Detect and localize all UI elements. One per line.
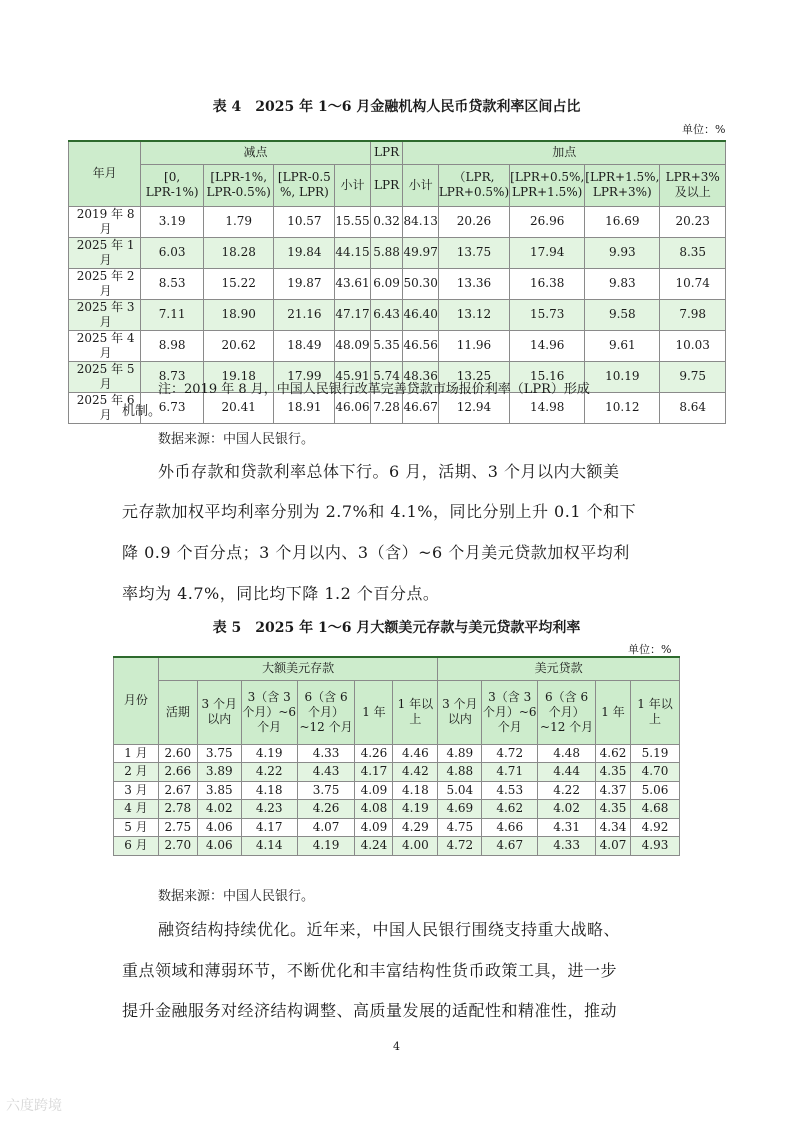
table-cell: 45.91 xyxy=(335,361,370,392)
table5-source: 数据来源：中国人民银行。 xyxy=(158,889,315,904)
table-cell: 17.94 xyxy=(510,237,585,268)
table-cell: 4.09 xyxy=(355,818,393,837)
table-cell: 20.41 xyxy=(203,392,274,423)
table-cell: 5.35 xyxy=(370,330,403,361)
table-cell: 4.18 xyxy=(393,781,438,800)
group-loan-header: 美元贷款 xyxy=(438,657,680,680)
table-cell: 7.98 xyxy=(660,299,726,330)
table-cell: 11.96 xyxy=(438,330,509,361)
table-cell: 4.07 xyxy=(297,818,355,837)
table-cell: 4.14 xyxy=(241,837,297,856)
table-cell: 4.88 xyxy=(438,763,482,782)
table-cell: 16.69 xyxy=(585,206,660,237)
table-cell: 19.84 xyxy=(274,237,335,268)
row-label: 6 月 xyxy=(114,837,159,856)
row-label: 2025 年 1 月 xyxy=(69,237,141,268)
table-cell: 2.70 xyxy=(158,837,197,856)
table-cell: 44.15 xyxy=(335,237,370,268)
table-cell: 6.09 xyxy=(370,268,403,299)
table-cell: 2.66 xyxy=(158,763,197,782)
table-row xyxy=(69,206,726,237)
subheader-deposit-0: 活期 xyxy=(158,680,197,744)
subheader-add-1: （LPR, LPR+0.5%) xyxy=(438,164,509,206)
watermark-logo: 六度跨境 xyxy=(6,1098,62,1114)
table-cell: 4.07 xyxy=(596,837,631,856)
table-cell: 4.17 xyxy=(241,818,297,837)
paragraph2-line1: 融资结构持续优化。近年来，中国人民银行围绕支持重大战略、 xyxy=(158,920,621,939)
paragraph1-line2: 元存款加权平均利率分别为 2.7%和 4.1%，同比分别上升 0.1 个和下 xyxy=(122,502,637,521)
table-cell: 7.28 xyxy=(370,392,403,423)
table-cell: 46.67 xyxy=(403,392,438,423)
subheader-cut-3: 小计 xyxy=(335,164,370,206)
row-label: 2025 年 3 月 xyxy=(69,299,141,330)
table-cell: 20.62 xyxy=(203,330,274,361)
row-label: 4 月 xyxy=(114,800,159,819)
table-cell: 4.08 xyxy=(355,800,393,819)
subheader-deposit-2: 3（含 3 个月）~6 个月 xyxy=(241,680,297,744)
table-cell: 4.70 xyxy=(631,763,680,782)
table-cell: 9.58 xyxy=(585,299,660,330)
table-cell: 4.17 xyxy=(355,763,393,782)
table-cell: 4.69 xyxy=(438,800,482,819)
table-cell: 4.48 xyxy=(538,744,596,763)
paragraph1-line4: 率均为 4.7%，同比均下降 1.2 个百分点。 xyxy=(122,584,440,603)
table-cell: 2.75 xyxy=(158,818,197,837)
subheader-cut-1: [LPR-1%, LPR-0.5%) xyxy=(203,164,274,206)
table-row xyxy=(114,781,680,800)
table-cell: 4.35 xyxy=(596,800,631,819)
table-cell: 4.02 xyxy=(538,800,596,819)
table-cell: 14.98 xyxy=(510,392,585,423)
table-cell: 4.26 xyxy=(297,800,355,819)
table-cell: 8.98 xyxy=(141,330,204,361)
table-cell: 4.62 xyxy=(596,744,631,763)
table-cell: 6.73 xyxy=(141,392,204,423)
subheader-deposit-4: 1 年 xyxy=(355,680,393,744)
table-cell: 10.12 xyxy=(585,392,660,423)
subheader-deposit-5: 1 年以 上 xyxy=(393,680,438,744)
paragraph1-line3: 降 0.9 个百分点；3 个月以内、3（含）~6 个月美元贷款加权平均利 xyxy=(122,543,630,562)
row-label: 2025 年 2 月 xyxy=(69,268,141,299)
table-cell: 19.87 xyxy=(274,268,335,299)
table-row xyxy=(69,330,726,361)
row-label: 5 月 xyxy=(114,818,159,837)
paragraph1-line1: 外币存款和贷款利率总体下行。6 月，活期、3 个月以内大额美 xyxy=(158,462,620,481)
table5-unit: 单位：% xyxy=(628,643,672,656)
table-cell: 13.75 xyxy=(438,237,509,268)
subheader-lpr: LPR xyxy=(370,164,403,206)
table-cell: 9.83 xyxy=(585,268,660,299)
table-cell: 4.19 xyxy=(393,800,438,819)
table4-caption: 表 4 2025 年 1～6 月金融机构人民币贷款利率区间占比 xyxy=(212,99,581,115)
table-cell: 49.97 xyxy=(403,237,438,268)
table-cell: 46.06 xyxy=(335,392,370,423)
table5-caption: 表 5 2025 年 1～6 月大额美元存款与美元贷款平均利率 xyxy=(212,620,581,636)
table-cell: 18.91 xyxy=(274,392,335,423)
table-cell: 4.35 xyxy=(596,763,631,782)
table-row xyxy=(69,299,726,330)
table-cell: 4.75 xyxy=(438,818,482,837)
table-cell: 4.19 xyxy=(241,744,297,763)
subheader-add-0: 小计 xyxy=(403,164,438,206)
subheader-add-3: [LPR+1.5%, LPR+3%) xyxy=(585,164,660,206)
table5 xyxy=(113,656,680,856)
table-cell: 46.40 xyxy=(403,299,438,330)
table-row xyxy=(114,800,680,819)
table-cell: 21.16 xyxy=(274,299,335,330)
table-row xyxy=(114,744,680,763)
table-cell: 15.73 xyxy=(510,299,585,330)
table-cell: 4.09 xyxy=(355,781,393,800)
table-cell: 8.73 xyxy=(141,361,204,392)
row-label: 2025 年 6 月 xyxy=(69,392,141,423)
table-cell: 4.29 xyxy=(393,818,438,837)
table-cell: 2.67 xyxy=(158,781,197,800)
table-cell: 4.53 xyxy=(482,781,538,800)
row-header-cell: 年月 xyxy=(69,141,141,206)
table-cell: 26.96 xyxy=(510,206,585,237)
table-cell: 3.85 xyxy=(197,781,241,800)
table-cell: 4.22 xyxy=(538,781,596,800)
group-deposit-header: 大额美元存款 xyxy=(158,657,438,680)
table-cell: 10.57 xyxy=(274,206,335,237)
table-cell: 48.36 xyxy=(403,361,438,392)
table-cell: 20.23 xyxy=(660,206,726,237)
table-cell: 46.56 xyxy=(403,330,438,361)
table-cell: 4.62 xyxy=(482,800,538,819)
table-cell: 14.96 xyxy=(510,330,585,361)
table-cell: 4.72 xyxy=(482,744,538,763)
table-cell: 10.74 xyxy=(660,268,726,299)
table-cell: 15.55 xyxy=(335,206,370,237)
group-add-header: 加点 xyxy=(403,141,726,164)
table-row xyxy=(69,268,726,299)
subheader-cut-0: [0, LPR-1%) xyxy=(141,164,204,206)
table-cell: 5.19 xyxy=(631,744,680,763)
table-cell: 8.53 xyxy=(141,268,204,299)
table-cell: 4.37 xyxy=(596,781,631,800)
table-cell: 4.67 xyxy=(482,837,538,856)
table-cell: 4.22 xyxy=(241,763,297,782)
table-cell: 7.11 xyxy=(141,299,204,330)
table-cell: 84.13 xyxy=(403,206,438,237)
table-cell: 9.93 xyxy=(585,237,660,268)
subheader-loan-3: 1 年 xyxy=(596,680,631,744)
table-cell: 3.75 xyxy=(197,744,241,763)
table-cell: 4.19 xyxy=(297,837,355,856)
table-cell: 6.43 xyxy=(370,299,403,330)
table-cell: 12.94 xyxy=(438,392,509,423)
table-cell: 4.72 xyxy=(438,837,482,856)
table-cell: 4.24 xyxy=(355,837,393,856)
paragraph2-line2: 重点领域和薄弱环节，不断优化和丰富结构性货币政策工具，进一步 xyxy=(122,961,618,980)
table-cell: 2.78 xyxy=(158,800,197,819)
table-cell: 18.28 xyxy=(203,237,274,268)
table-cell: 10.03 xyxy=(660,330,726,361)
table-cell: 17.99 xyxy=(274,361,335,392)
table-cell: 4.71 xyxy=(482,763,538,782)
subheader-loan-2: 6（含 6 个月） ~12 个月 xyxy=(538,680,596,744)
row-label: 1 月 xyxy=(114,744,159,763)
table-cell: 9.61 xyxy=(585,330,660,361)
group-lpr-header: LPR xyxy=(370,141,403,164)
table-cell: 4.92 xyxy=(631,818,680,837)
row-label: 2025 年 5 月 xyxy=(69,361,141,392)
table-cell: 8.35 xyxy=(660,237,726,268)
subheader-add-2: [LPR+0.5%, LPR+1.5%) xyxy=(510,164,585,206)
table-cell: 4.46 xyxy=(393,744,438,763)
table-cell: 15.16 xyxy=(510,361,585,392)
row-label: 2 月 xyxy=(114,763,159,782)
table-cell: 10.19 xyxy=(585,361,660,392)
table-cell: 5.74 xyxy=(370,361,403,392)
table-cell: 4.23 xyxy=(241,800,297,819)
table-cell: 4.33 xyxy=(538,837,596,856)
table4-unit: 单位：% xyxy=(682,123,726,136)
table-row xyxy=(114,837,680,856)
table-cell: 4.26 xyxy=(355,744,393,763)
table-cell: 3.89 xyxy=(197,763,241,782)
table-cell: 5.04 xyxy=(438,781,482,800)
table-cell: 4.02 xyxy=(197,800,241,819)
table-cell: 47.17 xyxy=(335,299,370,330)
table-cell: 0.32 xyxy=(370,206,403,237)
table4-note-line2: 机制。 xyxy=(122,404,162,419)
table4-source: 数据来源：中国人民银行。 xyxy=(158,432,315,447)
table-cell: 4.18 xyxy=(241,781,297,800)
table-cell: 4.44 xyxy=(538,763,596,782)
subheader-deposit-1: 3 个月 以内 xyxy=(197,680,241,744)
subheader-deposit-3: 6（含 6 个月） ~12 个月 xyxy=(297,680,355,744)
table-cell: 50.30 xyxy=(403,268,438,299)
table-cell: 4.42 xyxy=(393,763,438,782)
table-cell: 15.22 xyxy=(203,268,274,299)
table-cell: 13.36 xyxy=(438,268,509,299)
paragraph2-line3: 提升金融服务对经济结构调整、高质量发展的适配性和精准性，推动 xyxy=(122,1001,618,1020)
subheader-loan-1: 3（含 3 个月）~6 个月 xyxy=(482,680,538,744)
table-cell: 4.33 xyxy=(297,744,355,763)
table-cell: 4.43 xyxy=(297,763,355,782)
table-cell: 4.93 xyxy=(631,837,680,856)
page-number: 4 xyxy=(393,1040,400,1053)
table-cell: 4.00 xyxy=(393,837,438,856)
table-cell: 19.18 xyxy=(203,361,274,392)
group-cut-header: 减点 xyxy=(141,141,370,164)
table-cell: 48.09 xyxy=(335,330,370,361)
row-label: 3 月 xyxy=(114,781,159,800)
row-header-cell: 月份 xyxy=(114,657,159,744)
subheader-loan-4: 1 年以 上 xyxy=(631,680,680,744)
table-cell: 1.79 xyxy=(203,206,274,237)
table-cell: 4.31 xyxy=(538,818,596,837)
table-cell: 4.66 xyxy=(482,818,538,837)
table-cell: 2.60 xyxy=(158,744,197,763)
table-cell: 6.03 xyxy=(141,237,204,268)
table-cell: 4.06 xyxy=(197,818,241,837)
table-cell: 4.68 xyxy=(631,800,680,819)
subheader-add-4: LPR+3% 及以上 xyxy=(660,164,726,206)
table-row xyxy=(69,237,726,268)
row-label: 2025 年 4 月 xyxy=(69,330,141,361)
table-row xyxy=(114,818,680,837)
table-cell: 9.75 xyxy=(660,361,726,392)
table4-note-line1: 注：2019 年 8 月，中国人民银行改革完善贷款市场报价利率（LPR）形成 xyxy=(158,382,590,397)
table-cell: 18.49 xyxy=(274,330,335,361)
table-cell: 13.25 xyxy=(438,361,509,392)
table-cell: 13.12 xyxy=(438,299,509,330)
table-cell: 3.19 xyxy=(141,206,204,237)
table-cell: 20.26 xyxy=(438,206,509,237)
row-label: 2019 年 8 月 xyxy=(69,206,141,237)
table-cell: 3.75 xyxy=(297,781,355,800)
table-cell: 43.61 xyxy=(335,268,370,299)
table-row xyxy=(114,763,680,782)
table-cell: 5.06 xyxy=(631,781,680,800)
table-cell: 4.06 xyxy=(197,837,241,856)
subheader-cut-2: [LPR-0.5 %, LPR) xyxy=(274,164,335,206)
table-cell: 4.34 xyxy=(596,818,631,837)
table-cell: 4.89 xyxy=(438,744,482,763)
table-cell: 18.90 xyxy=(203,299,274,330)
subheader-loan-0: 3 个月 以内 xyxy=(438,680,482,744)
table-cell: 5.88 xyxy=(370,237,403,268)
table-cell: 8.64 xyxy=(660,392,726,423)
table-cell: 16.38 xyxy=(510,268,585,299)
